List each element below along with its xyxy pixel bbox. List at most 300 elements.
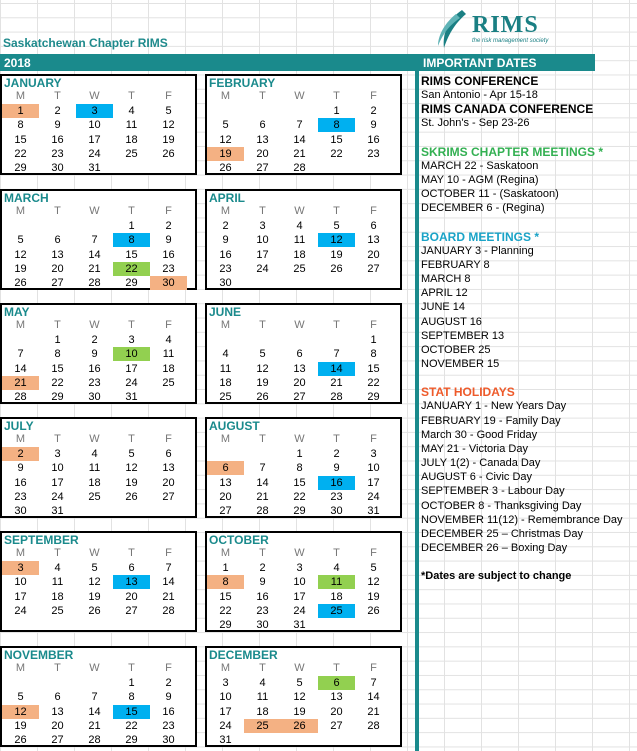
- day-cell: 4: [333, 562, 340, 574]
- day-cell: 24: [51, 490, 64, 503]
- important-date-line: NOVEMBER 15: [421, 358, 500, 370]
- important-date-line: RIMS CONFERENCE: [421, 74, 539, 88]
- important-date-line: March 30 - Good Friday: [421, 428, 538, 441]
- day-cell: 21: [88, 719, 101, 732]
- important-date-line: San Antonio - Apr 15-18: [421, 89, 538, 102]
- day-cell: 29: [367, 391, 380, 404]
- day-cell: 22: [219, 604, 232, 617]
- day-cell: 1: [2, 104, 39, 118]
- day-cell: 15: [113, 705, 150, 719]
- day-of-week-label: M: [15, 662, 26, 674]
- important-date-line: FEBRUARY 8: [421, 258, 490, 271]
- day-of-week-label: T: [128, 433, 135, 445]
- day-cell: 13: [367, 234, 380, 247]
- day-of-week-label: T: [333, 319, 340, 331]
- important-dates-header: [419, 54, 595, 71]
- month-july: [0, 417, 197, 518]
- day-cell: 21: [367, 705, 380, 718]
- day-cell: 6: [370, 220, 377, 232]
- day-cell: 9: [54, 119, 61, 132]
- day-cell: 3: [222, 677, 229, 689]
- day-cell: 24: [367, 490, 380, 503]
- day-cell: 23: [88, 376, 101, 389]
- day-cell: 16: [162, 705, 175, 718]
- day-of-week-label: W: [89, 319, 100, 331]
- day-cell: 13: [256, 133, 269, 146]
- day-cell: 19: [207, 147, 244, 161]
- day-of-week-label: M: [220, 662, 231, 674]
- day-cell: 15: [367, 362, 380, 375]
- day-of-week-label: M: [220, 319, 231, 331]
- important-date-line: OCTOBER 11 - (Saskatoon): [421, 188, 559, 201]
- day-cell: 19: [125, 476, 138, 489]
- month-name: FEBRUARY: [209, 76, 276, 90]
- day-cell: [207, 333, 244, 347]
- day-of-week-label: T: [333, 90, 340, 102]
- day-cell: 16: [14, 476, 27, 489]
- day-of-week-label: T: [259, 319, 266, 331]
- day-cell: [150, 504, 187, 518]
- day-cell: 20: [162, 476, 175, 489]
- day-cell: 4: [91, 448, 98, 460]
- day-cell: 30: [330, 505, 343, 518]
- day-cell: 7: [333, 348, 340, 361]
- month-name: OCTOBER: [209, 533, 269, 547]
- important-date-line: JANUARY 3 - Planning: [421, 244, 534, 257]
- day-cell: 30: [219, 277, 232, 290]
- day-cell: 9: [165, 691, 172, 704]
- day-cell: 6: [165, 448, 172, 460]
- day-of-week-label: M: [15, 205, 26, 217]
- day-cell: 6: [207, 461, 244, 475]
- rims-logo: [432, 8, 552, 50]
- day-cell: 23: [330, 490, 343, 503]
- day-cell: 22: [293, 490, 306, 503]
- day-cell: 10: [293, 576, 306, 589]
- day-cell: 7: [91, 234, 98, 247]
- day-cell: 7: [165, 562, 172, 574]
- month-name: MARCH: [4, 191, 49, 205]
- important-date-line: St. John's - Sep 23-26: [421, 117, 530, 130]
- day-cell: 5: [370, 562, 377, 574]
- day-of-week-label: M: [15, 433, 26, 445]
- day-cell: 31: [88, 162, 101, 175]
- day-cell: 9: [259, 576, 266, 589]
- day-of-week-label: T: [259, 547, 266, 559]
- day-of-week-label: W: [294, 319, 305, 331]
- day-cell: [318, 618, 355, 632]
- day-cell: 29: [14, 162, 27, 175]
- day-cell: 12: [88, 576, 101, 589]
- day-cell: 8: [370, 348, 377, 361]
- day-cell: 17: [125, 362, 138, 375]
- day-cell: 7: [296, 119, 303, 132]
- day-cell: 9: [91, 348, 98, 361]
- day-cell: 12: [293, 691, 306, 704]
- day-of-week-label: W: [294, 433, 305, 445]
- day-of-week-label: T: [54, 90, 61, 102]
- day-cell: [355, 161, 392, 175]
- day-cell: 6: [54, 234, 61, 247]
- day-of-week-label: F: [165, 90, 172, 102]
- day-of-week-label: F: [165, 319, 172, 331]
- day-cell: 6: [318, 676, 355, 690]
- month-april: [205, 189, 402, 290]
- day-cell: 18: [125, 133, 138, 146]
- day-cell: 18: [330, 590, 343, 603]
- day-of-week-label: M: [15, 90, 26, 102]
- day-cell: 26: [162, 147, 175, 160]
- important-date-line: JANUARY 1 - New Years Day: [421, 400, 567, 413]
- day-cell: 23: [256, 604, 269, 617]
- month-name: NOVEMBER: [4, 648, 74, 662]
- day-cell: 17: [367, 476, 380, 489]
- sheet-title: Saskatchewan Chapter RIMS: [3, 36, 168, 50]
- day-cell: 17: [256, 248, 269, 261]
- important-date-line: DECEMBER 25 – Christmas Day: [421, 527, 583, 540]
- day-cell: 17: [51, 476, 64, 489]
- day-of-week-label: T: [333, 662, 340, 674]
- important-date-line: APRIL 12: [421, 287, 468, 300]
- day-of-week-label: W: [89, 205, 100, 217]
- day-cell: 3: [54, 448, 61, 460]
- day-of-week-label: M: [220, 205, 231, 217]
- important-date-line: MARCH 22 - Saskatoon: [421, 159, 539, 172]
- day-cell: 27: [125, 604, 138, 617]
- day-cell: [355, 276, 392, 290]
- day-of-week-label: M: [15, 547, 26, 559]
- day-cell: 5: [128, 448, 135, 460]
- day-cell: 17: [219, 705, 232, 718]
- day-of-week-label: T: [128, 662, 135, 674]
- day-cell: 3: [76, 104, 113, 118]
- day-cell: 26: [125, 490, 138, 503]
- day-cell: 15: [14, 133, 27, 146]
- day-of-week-label: W: [294, 547, 305, 559]
- day-cell: 30: [51, 162, 64, 175]
- day-cell: 28: [88, 734, 101, 747]
- rims-swoosh-icon: [432, 8, 472, 50]
- month-name: JANUARY: [4, 76, 62, 90]
- day-cell: 13: [113, 575, 150, 589]
- day-cell: 28: [88, 277, 101, 290]
- day-cell: 25: [162, 376, 175, 389]
- day-cell: 27: [162, 490, 175, 503]
- day-cell: [207, 104, 244, 118]
- day-cell: 22: [125, 719, 138, 732]
- day-cell: 15: [125, 248, 138, 261]
- day-cell: 5: [333, 220, 340, 232]
- day-cell: 23: [219, 262, 232, 275]
- day-cell: 16: [219, 248, 232, 261]
- day-of-week-label: T: [333, 433, 340, 445]
- day-of-week-label: M: [220, 433, 231, 445]
- day-cell: 1: [222, 562, 229, 574]
- day-cell: 2: [165, 220, 172, 232]
- day-cell: 9: [370, 119, 377, 132]
- day-cell: 16: [367, 133, 380, 146]
- day-cell: 5: [17, 691, 24, 704]
- day-cell: 30: [150, 276, 187, 290]
- day-cell: 30: [14, 505, 27, 518]
- day-cell: 8: [17, 119, 24, 132]
- day-of-week-label: T: [128, 90, 135, 102]
- day-cell: 10: [51, 462, 64, 475]
- important-date-line: SEPTEMBER 13: [421, 329, 505, 342]
- day-cell: 11: [256, 691, 269, 704]
- day-cell: 20: [219, 490, 232, 503]
- day-cell: 15: [330, 133, 343, 146]
- day-cell: 26: [88, 604, 101, 617]
- day-cell: 24: [88, 147, 101, 160]
- day-cell: 12: [125, 462, 138, 475]
- day-cell: 13: [51, 248, 64, 261]
- day-cell: 23: [367, 147, 380, 160]
- important-date-line: NOVEMBER 11(12) - Remembrance Day: [421, 513, 623, 526]
- day-cell: [39, 219, 76, 233]
- day-cell: 1: [333, 105, 340, 117]
- day-of-week-label: T: [54, 662, 61, 674]
- day-cell: 27: [51, 734, 64, 747]
- day-cell: 26: [367, 604, 380, 617]
- day-cell: 10: [14, 576, 27, 589]
- day-cell: 4: [296, 220, 303, 232]
- day-of-week-label: T: [54, 433, 61, 445]
- day-cell: 5: [17, 234, 24, 247]
- day-of-week-label: W: [294, 662, 305, 674]
- day-cell: [76, 219, 113, 233]
- day-cell: 9: [165, 234, 172, 247]
- day-cell: [318, 733, 355, 747]
- day-cell: 8: [113, 233, 150, 247]
- day-of-week-label: F: [370, 319, 377, 331]
- day-cell: [318, 333, 355, 347]
- day-of-week-label: T: [128, 205, 135, 217]
- day-of-week-label: T: [259, 205, 266, 217]
- divider-band: [415, 54, 419, 751]
- day-cell: 16: [162, 248, 175, 261]
- day-cell: 21: [293, 147, 306, 160]
- day-cell: 4: [165, 334, 172, 346]
- day-cell: 20: [256, 147, 269, 160]
- day-cell: 12: [162, 119, 175, 132]
- day-of-week-label: T: [333, 205, 340, 217]
- day-cell: 21: [330, 376, 343, 389]
- day-cell: 2: [333, 448, 340, 460]
- day-cell: 27: [367, 262, 380, 275]
- important-date-line: JUNE 14: [421, 301, 466, 314]
- important-date-line: DECEMBER 6 - (Regina): [421, 202, 545, 215]
- day-cell: 14: [88, 248, 101, 261]
- day-cell: 19: [256, 376, 269, 389]
- day-cell: 4: [54, 562, 61, 574]
- day-cell: [244, 333, 281, 347]
- day-cell: 10: [88, 119, 101, 132]
- day-cell: 9: [222, 234, 229, 247]
- day-cell: 16: [88, 362, 101, 375]
- day-cell: 28: [256, 505, 269, 518]
- important-date-line: FEBRUARY 19 - Family Day: [421, 414, 561, 427]
- day-of-week-label: F: [165, 433, 172, 445]
- day-cell: [207, 447, 244, 461]
- day-cell: 2: [259, 562, 266, 574]
- day-cell: 15: [293, 476, 306, 489]
- month-november: [0, 646, 197, 747]
- important-date-line: OCTOBER 25: [421, 343, 491, 356]
- day-cell: 28: [14, 391, 27, 404]
- day-cell: 29: [293, 505, 306, 518]
- day-cell: 19: [162, 133, 175, 146]
- day-cell: [76, 618, 113, 632]
- day-cell: [244, 276, 281, 290]
- day-cell: 8: [54, 348, 61, 361]
- day-cell: 26: [256, 391, 269, 404]
- day-cell: 27: [51, 277, 64, 290]
- day-cell: 14: [256, 476, 269, 489]
- day-cell: 2: [222, 220, 229, 232]
- day-of-week-label: F: [370, 547, 377, 559]
- day-cell: 7: [91, 691, 98, 704]
- day-cell: [281, 104, 318, 118]
- day-cell: 11: [51, 576, 64, 589]
- day-cell: [76, 504, 113, 518]
- day-cell: 27: [293, 391, 306, 404]
- month-name: DECEMBER: [209, 648, 278, 662]
- day-cell: 4: [222, 348, 229, 361]
- day-cell: 11: [88, 462, 101, 475]
- day-cell: 25: [318, 604, 355, 618]
- day-cell: 31: [125, 391, 138, 404]
- day-cell: 28: [293, 162, 306, 175]
- day-cell: 16: [256, 590, 269, 603]
- day-of-week-label: T: [54, 547, 61, 559]
- day-cell: [244, 447, 281, 461]
- day-cell: 24: [256, 262, 269, 275]
- day-of-week-label: F: [165, 205, 172, 217]
- day-cell: 5: [296, 677, 303, 689]
- day-cell: 21: [256, 490, 269, 503]
- day-cell: 26: [281, 719, 318, 733]
- day-cell: 25: [293, 262, 306, 275]
- day-cell: 1: [128, 220, 135, 232]
- day-cell: 20: [51, 719, 64, 732]
- day-of-week-label: W: [89, 662, 100, 674]
- day-cell: 2: [91, 334, 98, 346]
- day-cell: 12: [318, 233, 355, 247]
- important-date-line: MAY 21 - Victoria Day: [421, 442, 528, 455]
- day-of-week-label: T: [128, 547, 135, 559]
- day-of-week-label: T: [259, 662, 266, 674]
- important-date-line: RIMS CANADA CONFERENCE: [421, 102, 594, 117]
- day-cell: 29: [51, 391, 64, 404]
- year-label: 2018: [4, 56, 31, 70]
- day-cell: 15: [219, 590, 232, 603]
- day-cell: [281, 276, 318, 290]
- day-cell: 7: [17, 348, 24, 361]
- day-cell: 11: [125, 119, 138, 132]
- day-of-week-label: W: [294, 90, 305, 102]
- day-cell: [113, 504, 150, 518]
- day-cell: 12: [367, 576, 380, 589]
- day-cell: 14: [318, 362, 355, 376]
- day-cell: [113, 161, 150, 175]
- day-cell: 5: [91, 562, 98, 574]
- day-cell: 28: [367, 719, 380, 732]
- day-cell: 30: [256, 619, 269, 632]
- day-cell: 26: [14, 277, 27, 290]
- day-cell: 20: [125, 590, 138, 603]
- day-cell: 29: [125, 734, 138, 747]
- day-cell: [281, 333, 318, 347]
- day-cell: 18: [293, 248, 306, 261]
- day-cell: 13: [51, 705, 64, 718]
- day-of-week-label: M: [15, 319, 26, 331]
- logo-tagline: the risk management society: [472, 38, 549, 44]
- day-cell: 23: [51, 147, 64, 160]
- day-cell: 10: [219, 691, 232, 704]
- day-cell: 5: [165, 105, 172, 117]
- day-cell: 2: [54, 105, 61, 117]
- day-cell: 18: [256, 705, 269, 718]
- day-of-week-label: F: [370, 433, 377, 445]
- day-cell: 25: [125, 147, 138, 160]
- day-cell: 22: [14, 147, 27, 160]
- day-cell: 22: [330, 147, 343, 160]
- day-of-week-label: W: [89, 90, 100, 102]
- day-cell: 14: [88, 705, 101, 718]
- day-cell: 20: [51, 262, 64, 275]
- day-cell: 22: [113, 262, 150, 276]
- day-cell: [244, 104, 281, 118]
- day-cell: 21: [88, 262, 101, 275]
- day-cell: [281, 733, 318, 747]
- logo-wordmark: RIMS: [472, 12, 539, 38]
- day-cell: 31: [293, 619, 306, 632]
- day-cell: [244, 733, 281, 747]
- day-cell: [318, 161, 355, 175]
- day-cell: [39, 618, 76, 632]
- day-of-week-label: W: [89, 433, 100, 445]
- day-cell: 5: [222, 119, 229, 132]
- day-cell: 6: [54, 691, 61, 704]
- day-cell: 19: [330, 248, 343, 261]
- day-cell: 20: [330, 705, 343, 718]
- day-cell: 10: [113, 347, 150, 361]
- day-cell: 1: [370, 334, 377, 346]
- month-name: JULY: [4, 419, 34, 433]
- day-cell: 2: [165, 677, 172, 689]
- day-cell: [2, 219, 39, 233]
- day-cell: 19: [293, 705, 306, 718]
- day-cell: 11: [293, 234, 306, 247]
- day-cell: 19: [367, 590, 380, 603]
- day-cell: 11: [219, 362, 232, 375]
- important-date-line: *Dates are subject to change: [421, 570, 572, 583]
- day-of-week-label: F: [370, 662, 377, 674]
- day-cell: [2, 676, 39, 690]
- month-march: [0, 189, 197, 290]
- day-cell: 8: [128, 691, 135, 704]
- day-cell: 1: [128, 677, 135, 689]
- day-cell: [113, 618, 150, 632]
- day-cell: 12: [256, 362, 269, 375]
- day-cell: 19: [14, 262, 27, 275]
- important-date-line: STAT HOLIDAYS: [421, 385, 515, 400]
- day-of-week-label: T: [54, 319, 61, 331]
- day-cell: 13: [219, 476, 232, 489]
- day-of-week-label: F: [165, 662, 172, 674]
- month-october: [205, 531, 402, 632]
